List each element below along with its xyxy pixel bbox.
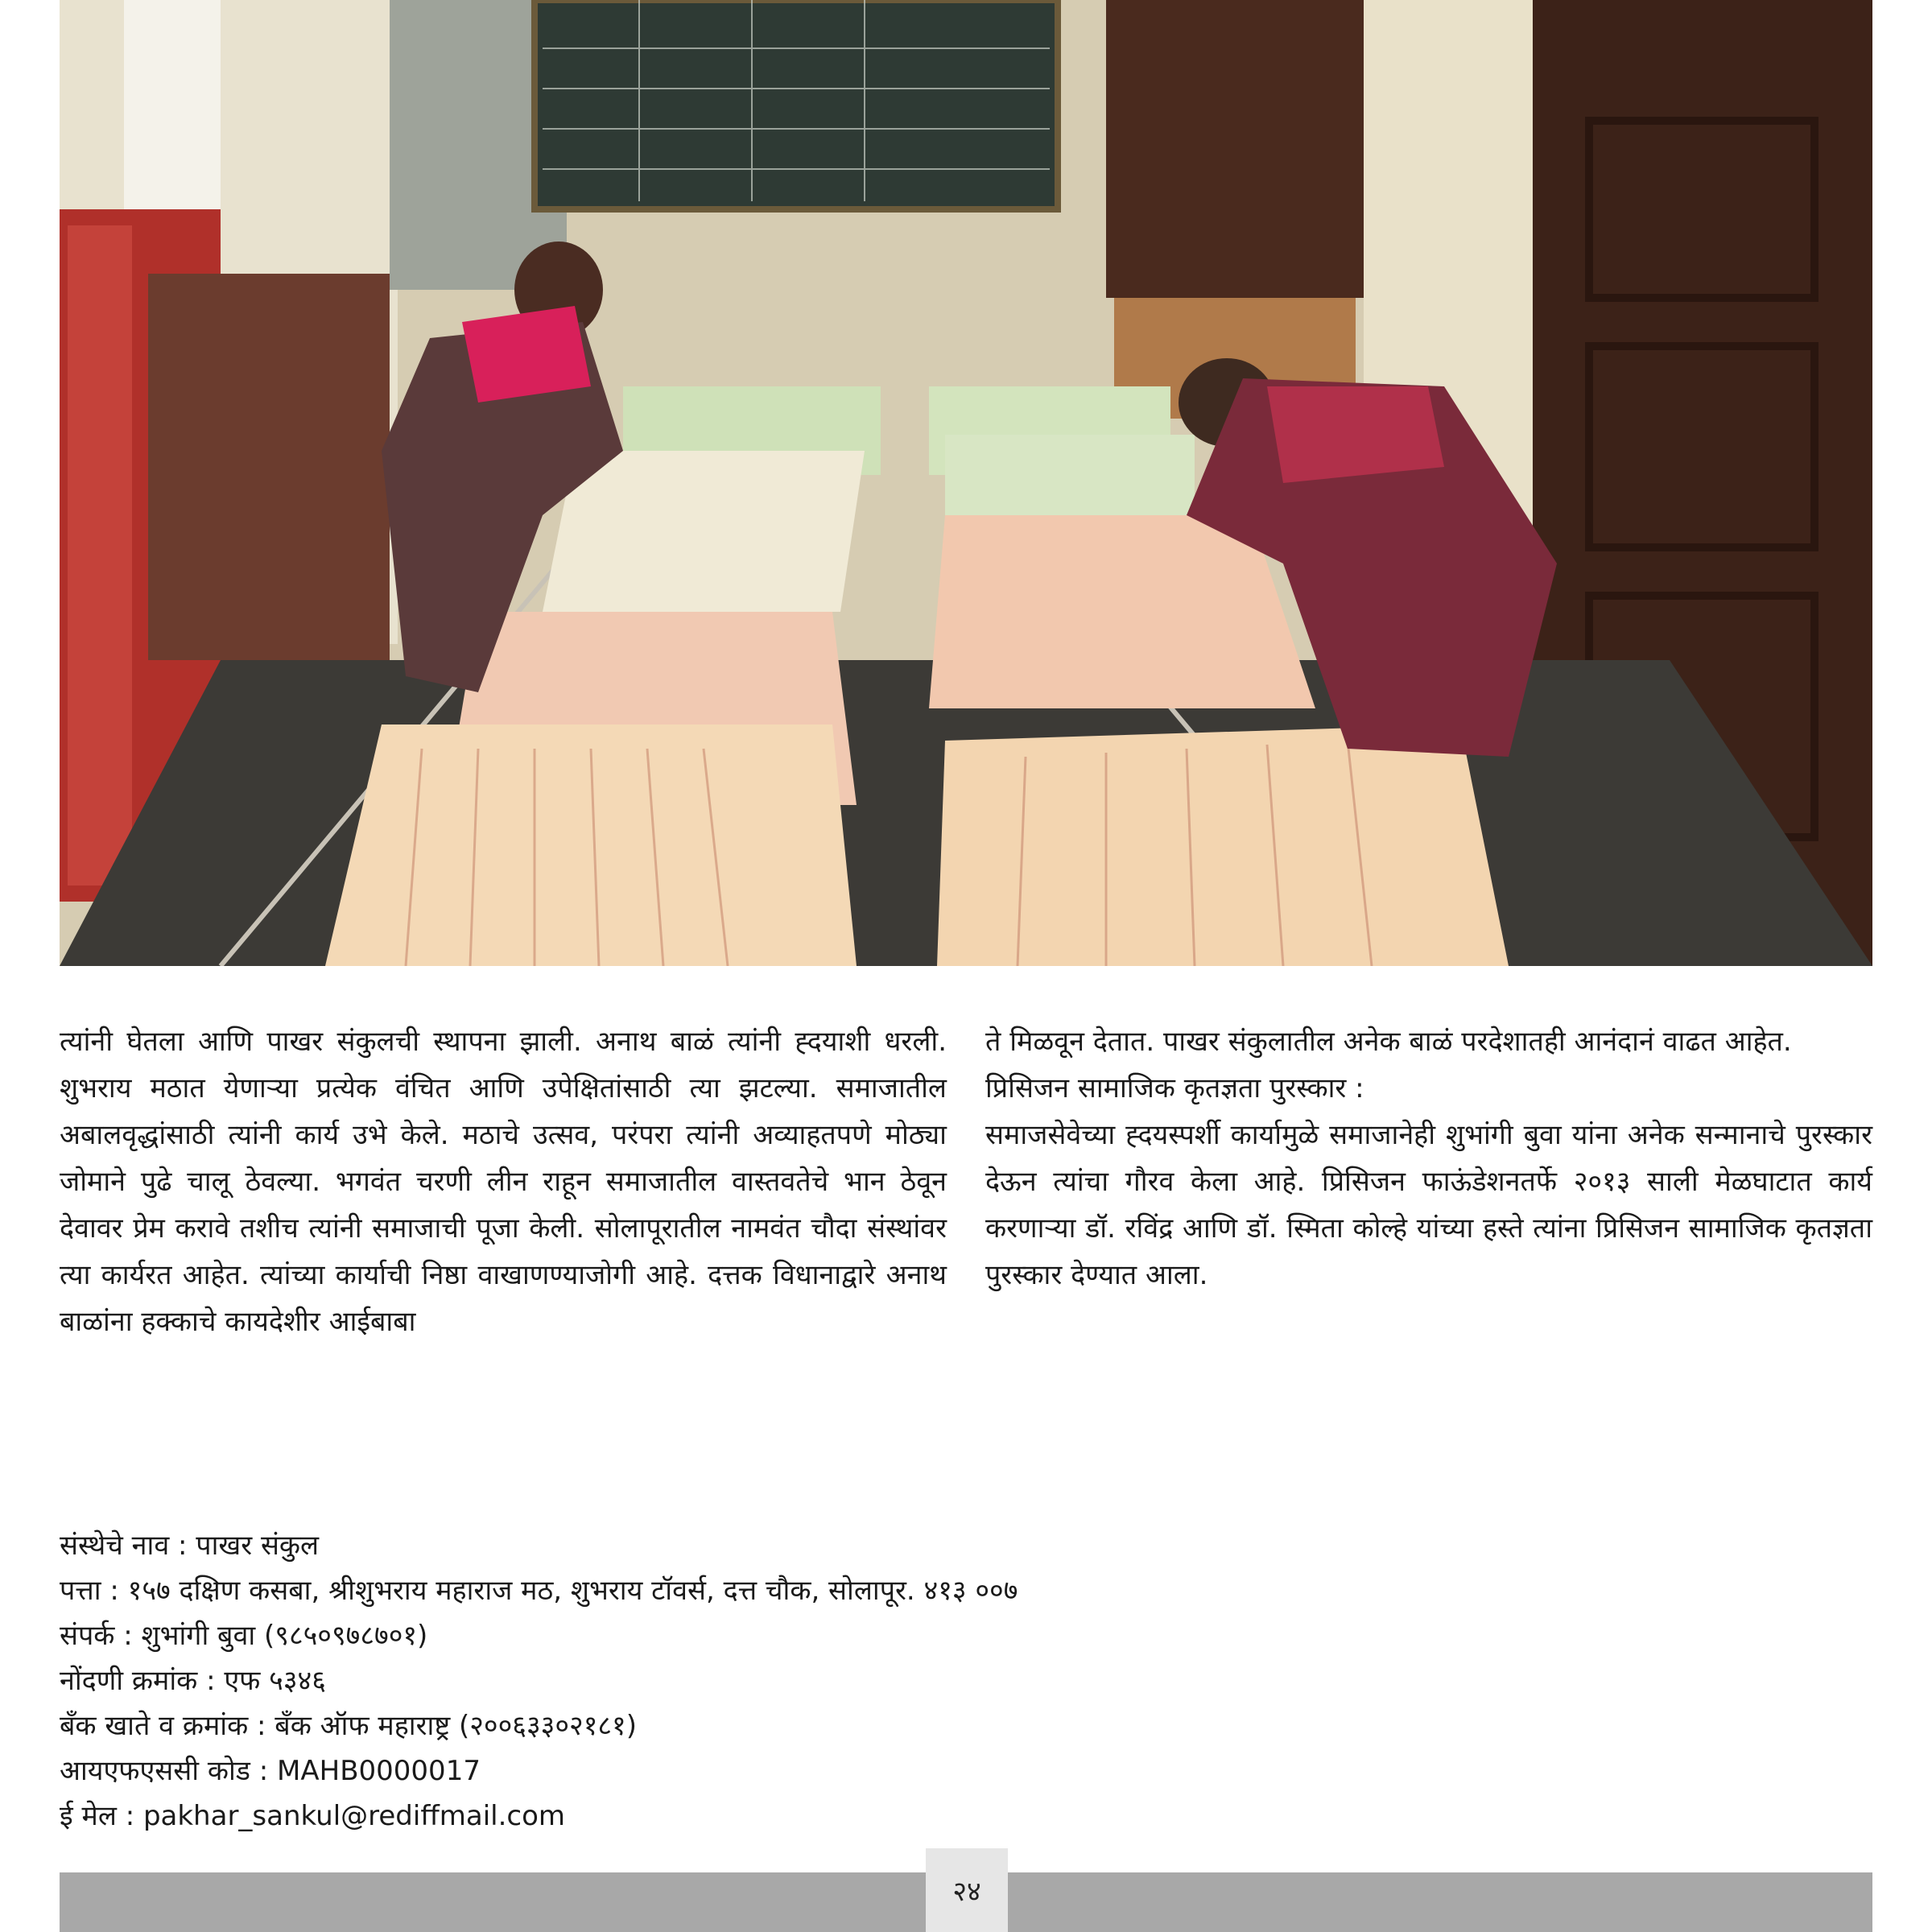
- article-paragraph: ते मिळवून देतात. पाखर संकुलातील अनेक बाळं परदेशातही आनंदानं वाढत आहेत.: [985, 1026, 1792, 1058]
- org-registration: नोंदणी क्रमांक : एफ ५३४६: [60, 1665, 326, 1697]
- page-number: [926, 1848, 1008, 1932]
- organization-info: [60, 1523, 1267, 1839]
- article-paragraph: त्यांनी घेतला आणि पाखर संकुलची स्थापना झाली. अनाथ बाळं त्यांनी ह्दयाशी धरली. शुभराय मठात येणाऱ्या प्रत्येक वंचित आणि उपेक्षितांसाठी त्या झटल्या. समाजातील अबालवृद्धांसाठी त्यांनी कार्य उभे केले. मठाचे उत्सव, परंपरा त्यांनी अव्याहतपणे मोठ्या जोमाने पुढे चालू ठेवल्या. भगवंत चरणी लीन राहून समाजातील वास्तवतेचे भान ठेवून देवावर प्रेम करावे तशीच त्यांनी समाजाची पूजा केली. सोलापूरातील नामवंत चौदा संस्थांवर त्या कार्यरत आहेत. त्यांच्या कार्याची निष्ठा वाखाणण्याजोगी आहे. दत्तक विधानाद्वारे अनाथ बाळांना हक्काचे कायदेशीर आईबाबा: [60, 1026, 947, 1338]
- article-paragraph: समाजसेवेच्या ह्दयस्पर्शी कार्यामुळे समाजानेही शुभांगी बुवा यांना अनेक सन्मानाचे पुरस्कार देऊन त्यांचा गौरव केला आहे. प्रिसिजन फाऊंडेशनतर्फे २०१३ साली मेळघाटात कार्य करणाऱ्या डॉ. रविंद्र आणि डॉ. स्मिता कोल्हे यांच्या हस्ते त्यांना प्रिसिजन सामाजिक कृतज्ञता पुरस्कार देण्यात आला.: [985, 1119, 1872, 1291]
- org-email: ई मेल : pakhar_sankul@rediffmail.com: [60, 1800, 566, 1832]
- article-photo: [60, 0, 1872, 966]
- org-name: संस्थेचे नाव : पाखर संकुल: [60, 1530, 320, 1562]
- article-right-column: [985, 1018, 1872, 1298]
- org-address: पत्ता : १५७ दक्षिण कसबा, श्रीशुभराय महाराज मठ, शुभराय टॉवर्स, दत्त चौक, सोलापूर. ४१३ ००७: [60, 1575, 1018, 1607]
- org-contact: संपर्क : शुभांगी बुवा (९८५०९७८७०१): [60, 1620, 428, 1652]
- org-bank: बँक खाते व क्रमांक : बँक ऑफ महाराष्ट्र (२००६३३०२१८१): [60, 1710, 637, 1742]
- page-number-label: २४: [952, 1876, 981, 1908]
- article-left-column: [60, 1018, 947, 1345]
- award-heading: प्रिसिजन सामाजिक कृतज्ञता पुरस्कार :: [985, 1072, 1364, 1104]
- photo-illustration: [60, 0, 1872, 966]
- org-ifsc: आयएफएससी कोड : MAHB0000017: [60, 1755, 481, 1787]
